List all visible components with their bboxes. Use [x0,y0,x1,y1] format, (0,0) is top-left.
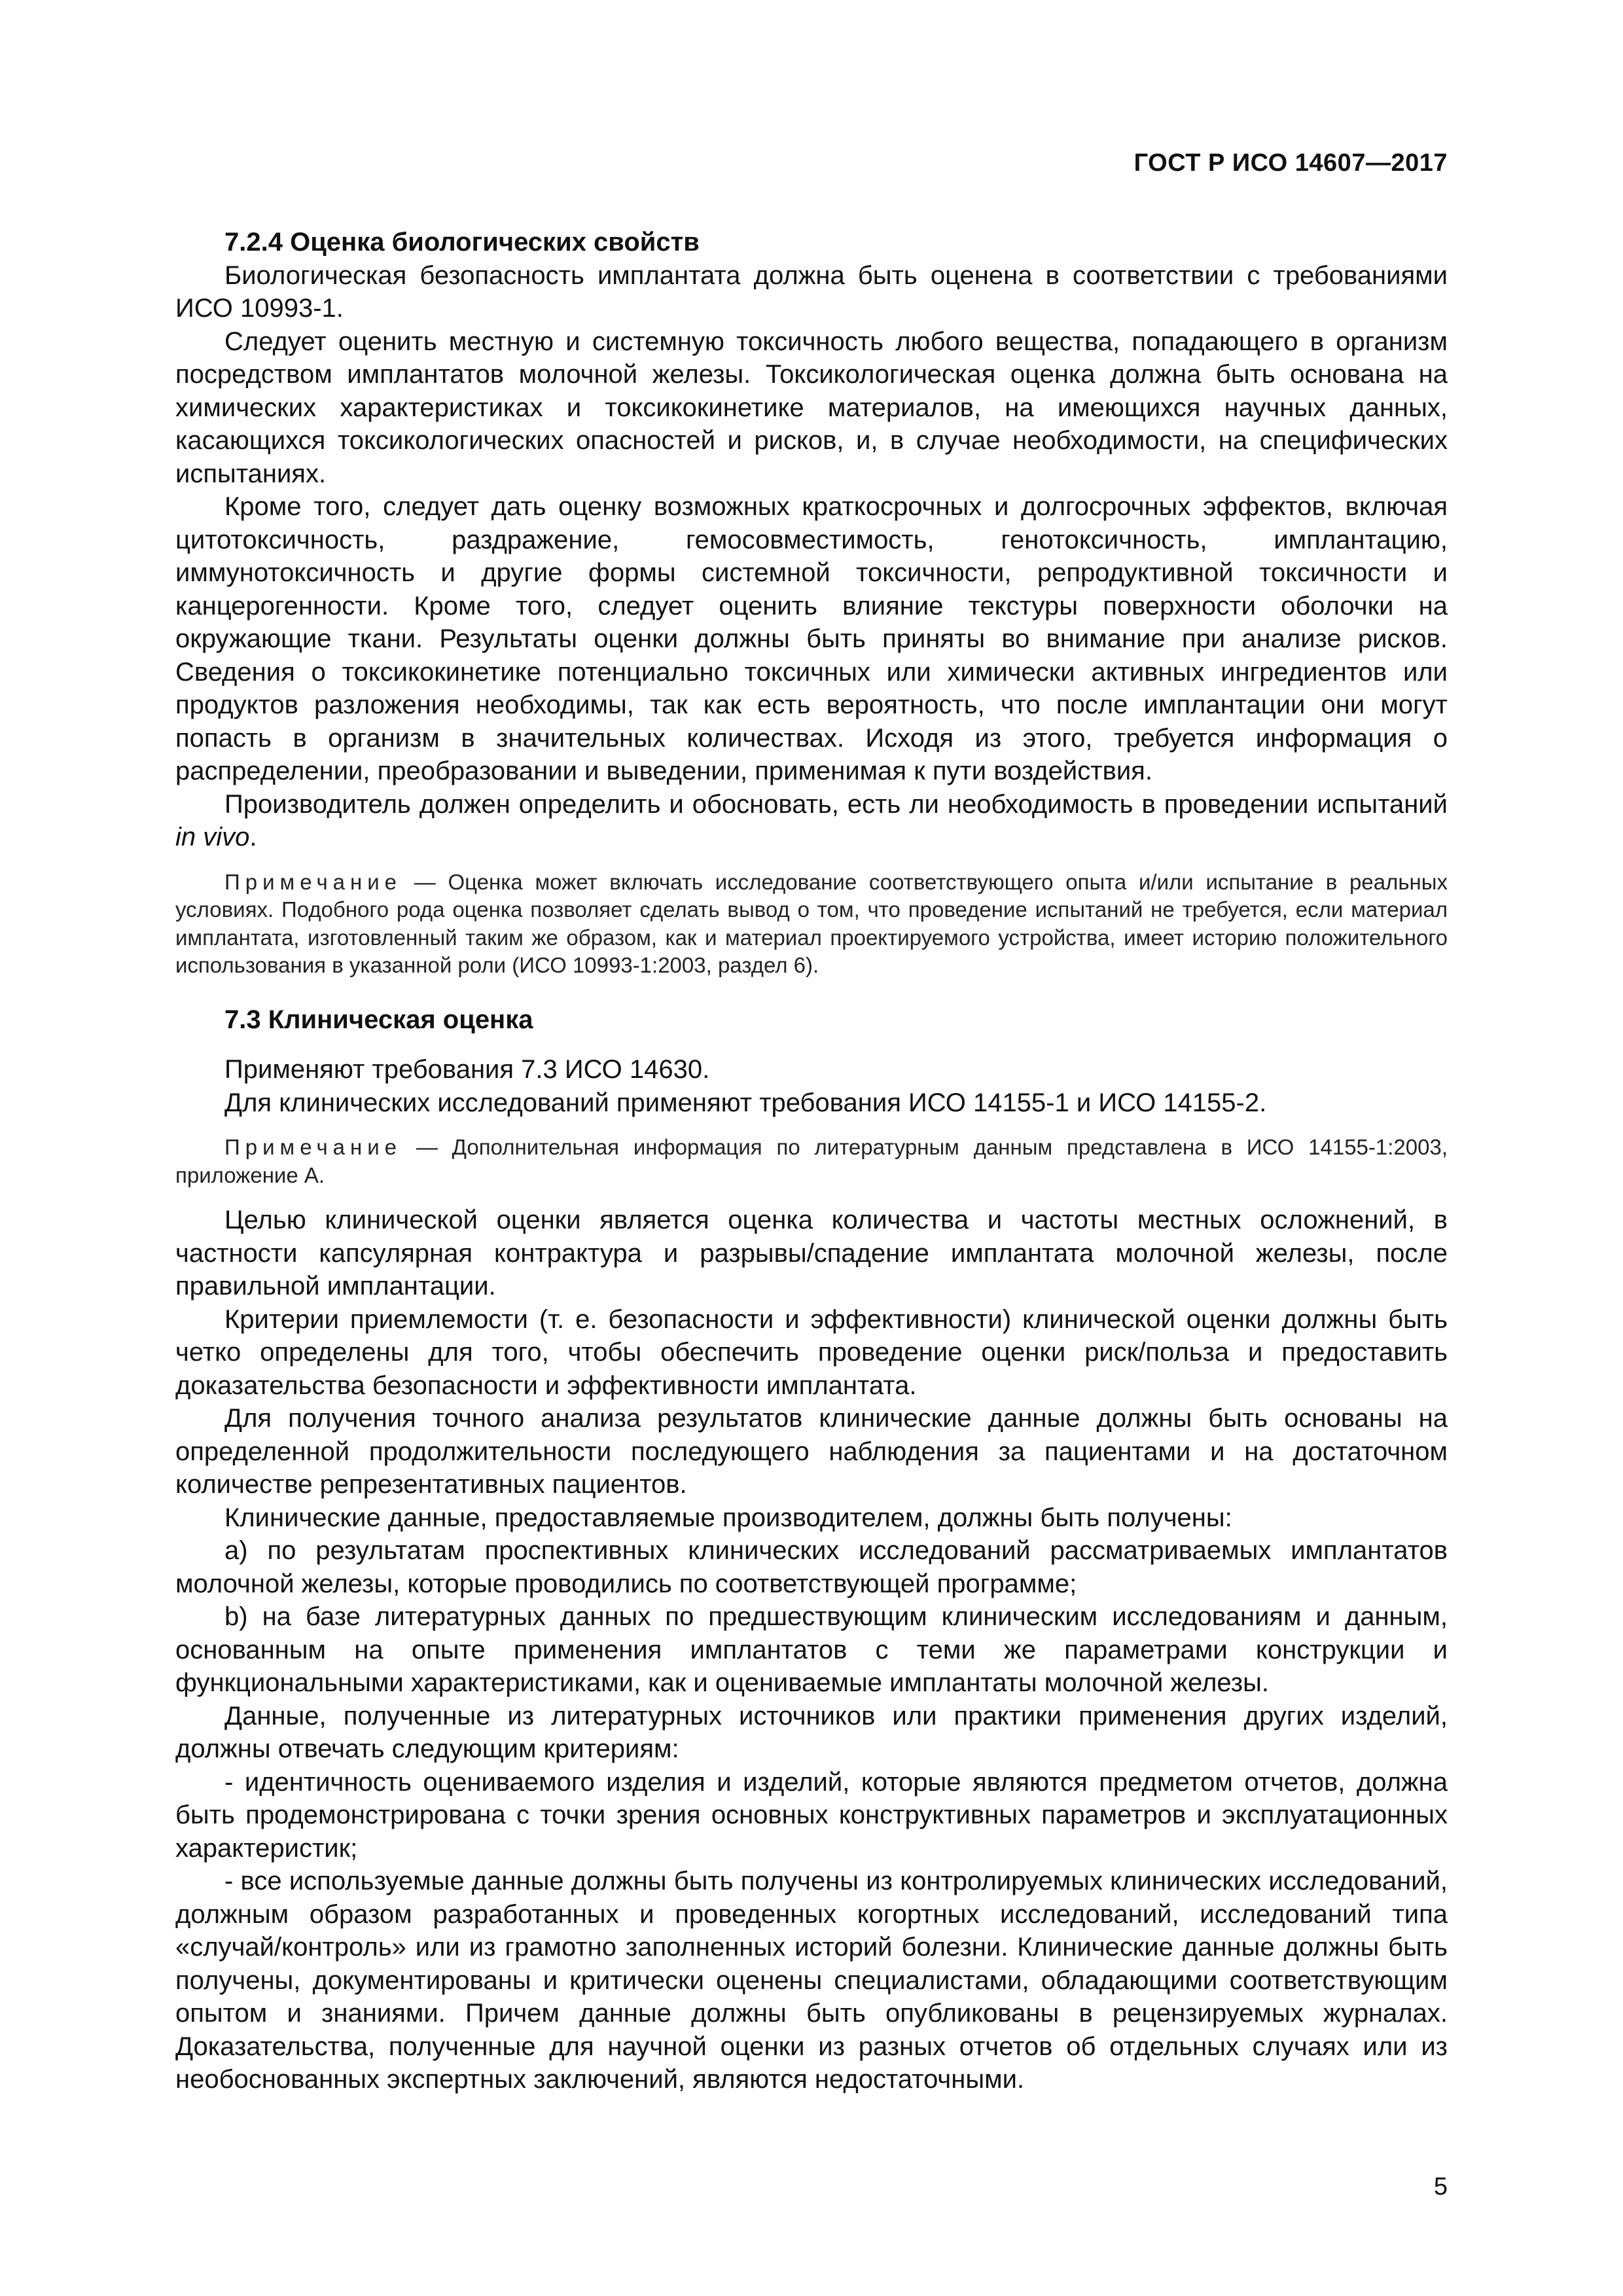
section-title-7-3: 7.3 Клиническая оценка [224,1005,533,1034]
paragraph: Данные, полученные из литературных источников или практики применения других изделий, должны отвечать следующим критериям: [175,1701,1448,1763]
note-block [175,1134,1448,1189]
page-number: 5 [1433,2173,1448,2200]
list-item: - все используемые данные должны быть получены из контролируемых клинических исследований, должным образом разработанных и проведенных когортных исследований, исследований типа «случай/контроль» или из грамотно заполненных историй болезни. Клинические данные должны быть получены, документированы и критически оценены специалистами, обладающими соответствующим опытом и знаниями. Причем данные должны быть опубликованы в рецензируемых журналах. Доказательства, полученные для научной оценки из разных отчетов об отдельных случаях или из необоснованных экспертных заключений, являются недостаточными. [175,1867,1448,2094]
paragraph [175,788,1448,854]
paragraph: Клинические данные, предоставляемые производителем, должны быть получены: [224,1503,1232,1532]
paragraph: Следует оценить местную и системную токсичность любого вещества, попадающего в организм посредством имплантатов молочной железы. Токсикологическая оценка должна быть основана на химических характеристиках и токсикокинетике материалов, на имеющихся научных данных, касающихся токсикологических опасностей и рисков, и, в случае необходимости, на специфических испытаниях. [175,327,1448,488]
note-block [175,869,1448,980]
list-item: - идентичность оцениваемого изделия и изделий, которые являются предметом отчетов, должна быть продемонстрирована с точки зрения основных конструктивных параметров и эксплуатационных характеристик; [175,1767,1448,1863]
note-text: — Дополнительная информация по литературным данным представлена в ИСО 14155-1:2003, приложение А. [175,1135,1448,1187]
note-label: Примечание [224,1135,402,1159]
list-item: a) по результатам проспективных клинических исследований рассматриваемых имплантатов молочной железы, которые проводились по соответствующей программе; [175,1536,1448,1598]
list-item: b) на базе литературных данных по предшествующим клиническим исследованиям и данным, основанным на опыте применения имплантатов с теми же параметрами конструкции и функциональными характеристиками, как и оцениваемые имплантаты молочной железы. [175,1602,1448,1697]
paragraph: Биологическая безопасность имплантата должна быть оценена в соответствии с требованиями ИСО 10993-1. [175,260,1448,323]
paragraph-end: . [249,823,257,852]
document-body [175,226,1448,2096]
paragraph: Для получения точного анализа результатов клинические данные должны быть основаны на определенной продолжительности последующего наблюдения за пациентами и на достаточном количестве репрезентативных пациентов. [175,1404,1448,1499]
note-label: Примечание [224,869,402,894]
section-title-7-2-4: 7.2.4 Оценка биологических свойств [224,228,700,257]
paragraph: Для клинических исследований применяют требования ИСО 14155-1 и ИСО 14155-2. [224,1088,1267,1117]
note-text: — Оценка может включать исследование соответствующего опыта и/или испытание в реальных условиях. Подобного рода оценка позволяет сделать вывод о том, что проведение испытаний не требуется, если материал имплантата, изготовленный таким же образом, как и материал проектируемого устройства, имеет историю положительного использования в указанной роли (ИСО 10993-1:2003, раздел 6). [175,869,1448,977]
paragraph-text: Производитель должен определить и обосновать, есть ли необходимость в проведении испытаний [224,789,1448,819]
paragraph: Целью клинической оценки является оценка количества и частоты местных осложнений, в частности капсулярная контрактура и разрывы/спадение имплантата молочной железы, после правильной имплантации. [175,1206,1448,1300]
italic-term: in vivo [175,823,250,852]
paragraph: Применяют требования 7.3 ИСО 14630. [224,1055,710,1084]
document-header: ГОСТ Р ИСО 14607—2017 [1133,149,1448,177]
paragraph: Критерии приемлемости (т. е. безопасности и эффективности) клинической оценки должны быть четко определены для того, чтобы обеспечить проведение оценки риск/польза и предоставить доказательства безопасности и эффективности имплантата. [175,1304,1448,1400]
paragraph: Кроме того, следует дать оценку возможных краткосрочных и долгосрочных эффектов, включая цитотоксичность, раздражение, гемосовместимость, генотоксичность, имплантацию, иммунотоксичность и другие формы системной токсичности, репродуктивной токсичности и канцерогенности. Кроме того, следует оценить влияние текстуры поверхности оболочки на окружающие ткани. Результаты оценки должны быть приняты во внимание при анализе рисков. Сведения о токсикокинетике потенциально токсичных или химически активных ингредиентов или продуктов разложения необходимы, так как есть вероятность, что после имплантации они могут попасть в организм в значительных количествах. Исходя из этого, требуется информация о распределении, преобразовании и выведении, применимая к пути воздействия. [175,492,1448,785]
